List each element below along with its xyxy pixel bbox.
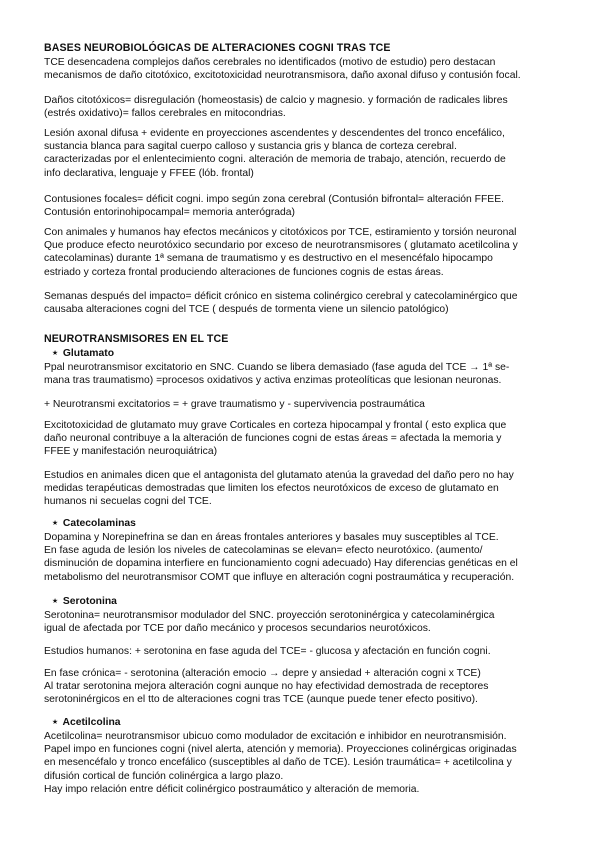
paragraph: Estudios en animales dicen que el antagonista del glutamato atenúa la gravedad del daño pero no hay medidas terapéuticas demostradas que limiten los efectos neurotóxicos de exceso de glutamato en humanos ni secuelas cogni del TCE. [44,470,514,508]
paragraph: En fase crónica= - serotonina (alteración emocio → depre y ansiedad + alteración cogni x TCE) Al tratar serotonina mejora alteración cogni aunque no hay efectividad demostrada de receptores serotoninérgicos en el tto de alteraciones cogni tras TCE (aunque puede tener efecto positivo). [44,668,489,706]
section-title: NEUROTRANSMISORES EN EL TCE [44,333,229,345]
paragraph: Dopamina y Norepinefrina se dan en áreas frontales anteriores y basales muy susceptibles al TCE. En fase aguda de lesión los niveles de catecolaminas se elevan= efecto neurotóxico. (aumento/ disminución de dopamina interfiere en funcionamiento cogni adecuado) Hay diferencias genéticas en el metabolismo del neurotransmisor COMT que influye en alteración cogni postraumática y recuperación. [44,532,518,583]
paragraph: Lesión axonal difusa + evidente en proyecciones ascendentes y descendentes del tronco encefálico, sustancia blanca para sagital cuerpo calloso y sustancia gris y blanca de corteza cerebral. caracterizadas por el enlentecimiento cogni. alteración de memoria de trabajo, atención, recuerdo de info declarativa, lenguaje y FFEE (lób. frontal) [44,128,506,179]
paragraph: Con animales y humanos hay efectos mecánicos y citotóxicos por TCE, estiramiento y torsión neuronal Que produce efecto neurotóxico secundario por exceso de neurotransmisores ( glutamato acetilcolina y catecolaminas) durante 1ª semana de traumatismo y es destructivo en el mesencéfalo hipocampo estriado y corteza frontal produciendo alteraciones de funciones cognis de estas áreas. [44,227,518,278]
star-bullet-icon: ⋆ [51,717,59,728]
subsection-heading-acetilcolina: ⋆ Acetilcolina [51,717,121,728]
paragraph: TCE desencadena complejos daños cerebrales no identificados (motivo de estudio) pero destacan mecanismos de daño citotóxico, excitotoxicidad neurotransmisora, daño axonal difuso y contusión focal. [44,57,521,82]
paragraph: Excitotoxicidad de glutamato muy grave Corticales en corteza hipocampal y frontal ( esto explica que daño neuronal contribuye a la alteración de funciones cogni de estas áreas = afectada la memoria y FFEE y manifestación neuroquiátrica) [44,420,507,458]
star-bullet-icon: ⋆ [51,348,59,359]
paragraph: + Neurotransmi excitatorios = + grave traumatismo y - supervivencia postraumática [44,399,425,410]
subsection-heading-glutamato: ⋆ Glutamato [51,348,115,359]
paragraph: Contusiones focales= déficit cogni. impo según zona cerebral (Contusión bifrontal= alteración FFEE. Contusión entorinohipocampal= memoria anterógrada) [44,194,504,219]
star-bullet-icon: ⋆ [51,518,59,529]
star-bullet-icon: ⋆ [51,596,59,607]
paragraph: Acetilcolina= neurotransmisor ubicuo como modulador de excitación e inhibidor en neurotransmisión. Papel impo en funciones cogni (nivel alerta, atención y memoria). Proyecciones colinérgicas originadas en mesencéfalo y tronco encefálico (susceptibles al daño de TCE). Lesión traumática= + acetilcolina y difusión cortical de función colinérgica a largo plazo. Hay impo relación entre déficit colinérgico postraumático y alteración de memoria. [44,731,517,795]
paragraph: Daños citotóxicos= disregulación (homeostasis) de calcio y magnesio. y formación de radicales libres (estrés oxidativo)= fallos cerebrales en mitocondrias. [44,95,508,120]
subsection-heading-serotonina: ⋆ Serotonina [51,596,117,607]
section-title: BASES NEUROBIOLÓGICAS DE ALTERACIONES COGNI TRAS TCE [44,42,391,54]
paragraph: Semanas después del impacto= déficit crónico en sistema colinérgico cerebral y catecolaminérgico que causaba alteraciones cogni del TCE ( después de tormenta viene un silencio patológico) [44,291,518,316]
paragraph: Estudios humanos: + serotonina en fase aguda del TCE= - glucosa y afectación en función cogni. [44,646,491,657]
paragraph: Ppal neurotransmisor excitatorio en SNC. Cuando se libera demasiado (fase aguda del TCE → 1ª se- mana tras traumatismo) =procesos oxidativos y activa enzimas proteolíticas que lesionan neuronas. [44,362,510,387]
subsection-heading-catecolaminas: ⋆ Catecolaminas [51,518,136,529]
paragraph: Serotonina= neurotransmisor modulador del SNC. proyección serotoninérgica y catecolaminérgica igual de afectada por TCE por daño mecánico y procesos secundarios neurotóxicos. [44,610,495,635]
